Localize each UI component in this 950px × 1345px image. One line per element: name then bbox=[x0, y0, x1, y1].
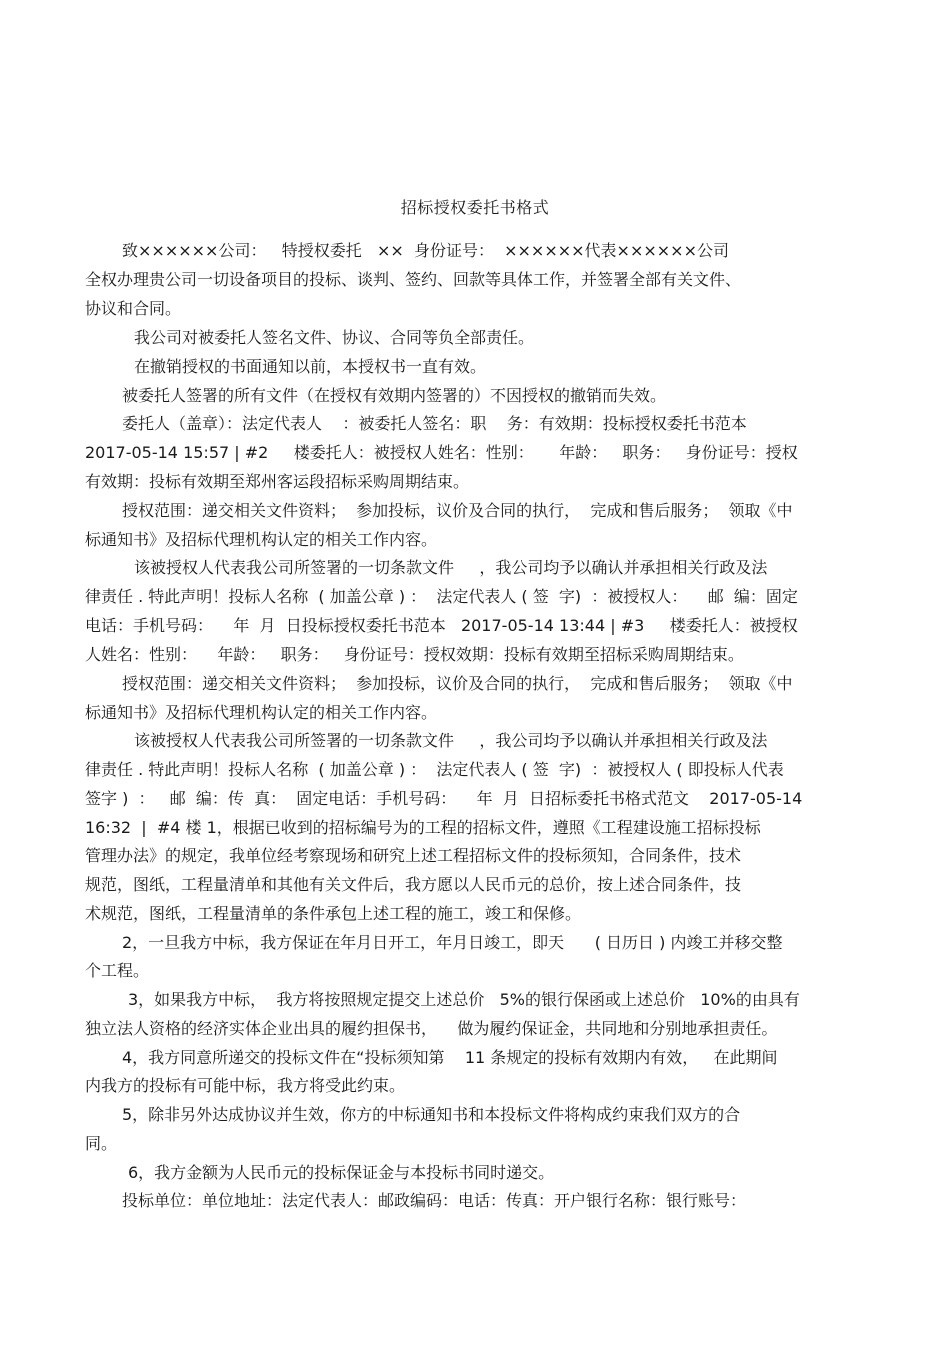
text-line: 被委托人签署的所有文件（在授权有效期内签署的）不因授权的撤销而失效。 bbox=[122, 386, 667, 405]
text-line: 人姓名：性别： 年龄： 职务： 身份证号：授权效期：投标有效期至招标采购周期结束。 bbox=[85, 645, 744, 664]
text-line: 个工程。 bbox=[85, 961, 150, 980]
text-line: 有效期：投标有效期至郑州客运段招标采购周期结束。 bbox=[85, 472, 470, 491]
text-line: 该被授权人代表我公司所签署的一切条款文件 ，我公司均予以确认并承担相关行政及法 bbox=[134, 558, 768, 577]
text-line: 该被授权人代表我公司所签署的一切条款文件 ，我公司均予以确认并承担相关行政及法 bbox=[134, 731, 768, 750]
text-line: 标通知书》及招标代理机构认定的相关工作内容。 bbox=[85, 703, 438, 722]
text-line: 电话：手机号码： 年 月 日投标授权委托书范本 2017-05-14 13:44 | #3 楼委托人：被授权 bbox=[85, 616, 798, 635]
text-line: 16:32 | #4 楼 1，根据已收到的招标编号为的工程的招标文件，遵照《工程建设施工招标投标 bbox=[85, 818, 761, 837]
text-line: 内我方的投标有可能中标，我方将受此约束。 bbox=[85, 1076, 406, 1095]
text-line: 全权办理贵公司一切设备项目的投标、谈判、签约、回款等具体工作，并签署全部有关文件、 bbox=[85, 270, 742, 289]
text-line: 5，除非另外达成协议并生效，你方的中标通知书和本投标文件将构成约束我们双方的合 bbox=[122, 1105, 741, 1124]
text-line: 在撤销授权的书面通知以前，本授权书一直有效。 bbox=[134, 357, 487, 376]
text-line: 委托人（盖章）：法定代表人 ：被委托人签名：职 务：有效期：投标授权委托书范本 bbox=[122, 414, 747, 433]
text-line: 同。 bbox=[85, 1134, 118, 1153]
text-line: 管理办法》的规定，我单位经考察现场和研究上述工程招标文件的投标须知，合同条件，技术 bbox=[85, 846, 742, 865]
text-line: 2，一旦我方中标，我方保证在年月日开工，年月日竣工，即天 ( 日历日 ) 内竣工并移交整 bbox=[122, 933, 783, 952]
text-line: 致××××××公司： 特授权委托 ×× 身份证号： ××××××代表××××××公司 bbox=[122, 241, 729, 260]
text-line: 投标单位：单位地址：法定代表人：邮政编码：电话：传真：开户银行名称：银行账号： bbox=[122, 1191, 747, 1210]
text-line: 授权范围：递交相关文件资料； 参加投标，议价及合同的执行， 完成和售后服务； 领取《中 bbox=[122, 501, 793, 520]
text-line: 术规范，图纸，工程量清单的条件承包上述工程的施工，竣工和保修。 bbox=[85, 904, 582, 923]
text-line: 签字 ) ： 邮 编：传 真： 固定电话：手机号码： 年 月 日招标委托书格式范文 2017-05-14 bbox=[85, 789, 803, 808]
text-line: 独立法人资格的经济实体企业出具的履约担保书， 做为履约保证金，共同地和分别地承担责任。 bbox=[85, 1019, 778, 1038]
text-line: 协议和合同。 bbox=[85, 299, 182, 318]
text-line: 律责任 . 特此声明！投标人名称 ( 加盖公章 ) ： 法定代表人 ( 签 字) ：被授权人： 邮 编：固定 bbox=[85, 587, 798, 606]
text-line: 6，我方金额为人民币元的投标保证金与本投标书同时递交。 bbox=[128, 1163, 555, 1182]
text-line: 授权范围：递交相关文件资料； 参加投标，议价及合同的执行， 完成和售后服务； 领取《中 bbox=[122, 674, 793, 693]
text-line: 4，我方同意所递交的投标文件在“投标须知第 11 条规定的投标有效期内有效， 在此期间 bbox=[122, 1048, 778, 1067]
text-line: 标通知书》及招标代理机构认定的相关工作内容。 bbox=[85, 530, 438, 549]
text-line: 律责任 . 特此声明！投标人名称 ( 加盖公章 ) ： 法定代表人 ( 签 字) ：被授权人 ( 即投标人代表 bbox=[85, 760, 784, 779]
text-line: 2017-05-14 15:57 | #2 楼委托人：被授权人姓名：性别： 年龄： 职务： 身份证号：授权 bbox=[85, 443, 798, 462]
text-line: 我公司对被委托人签名文件、协议、合同等负全部责任。 bbox=[134, 328, 535, 347]
text-line: 规范，图纸，工程量清单和其他有关文件后，我方愿以人民币元的总价，按上述合同条件，技 bbox=[85, 875, 742, 894]
text-line: 3，如果我方中标， 我方将按照规定提交上述总价 5%的银行保函或上述总价 10%的由具有 bbox=[128, 990, 800, 1009]
document-title: 招标授权委托书格式 bbox=[400, 198, 550, 217]
